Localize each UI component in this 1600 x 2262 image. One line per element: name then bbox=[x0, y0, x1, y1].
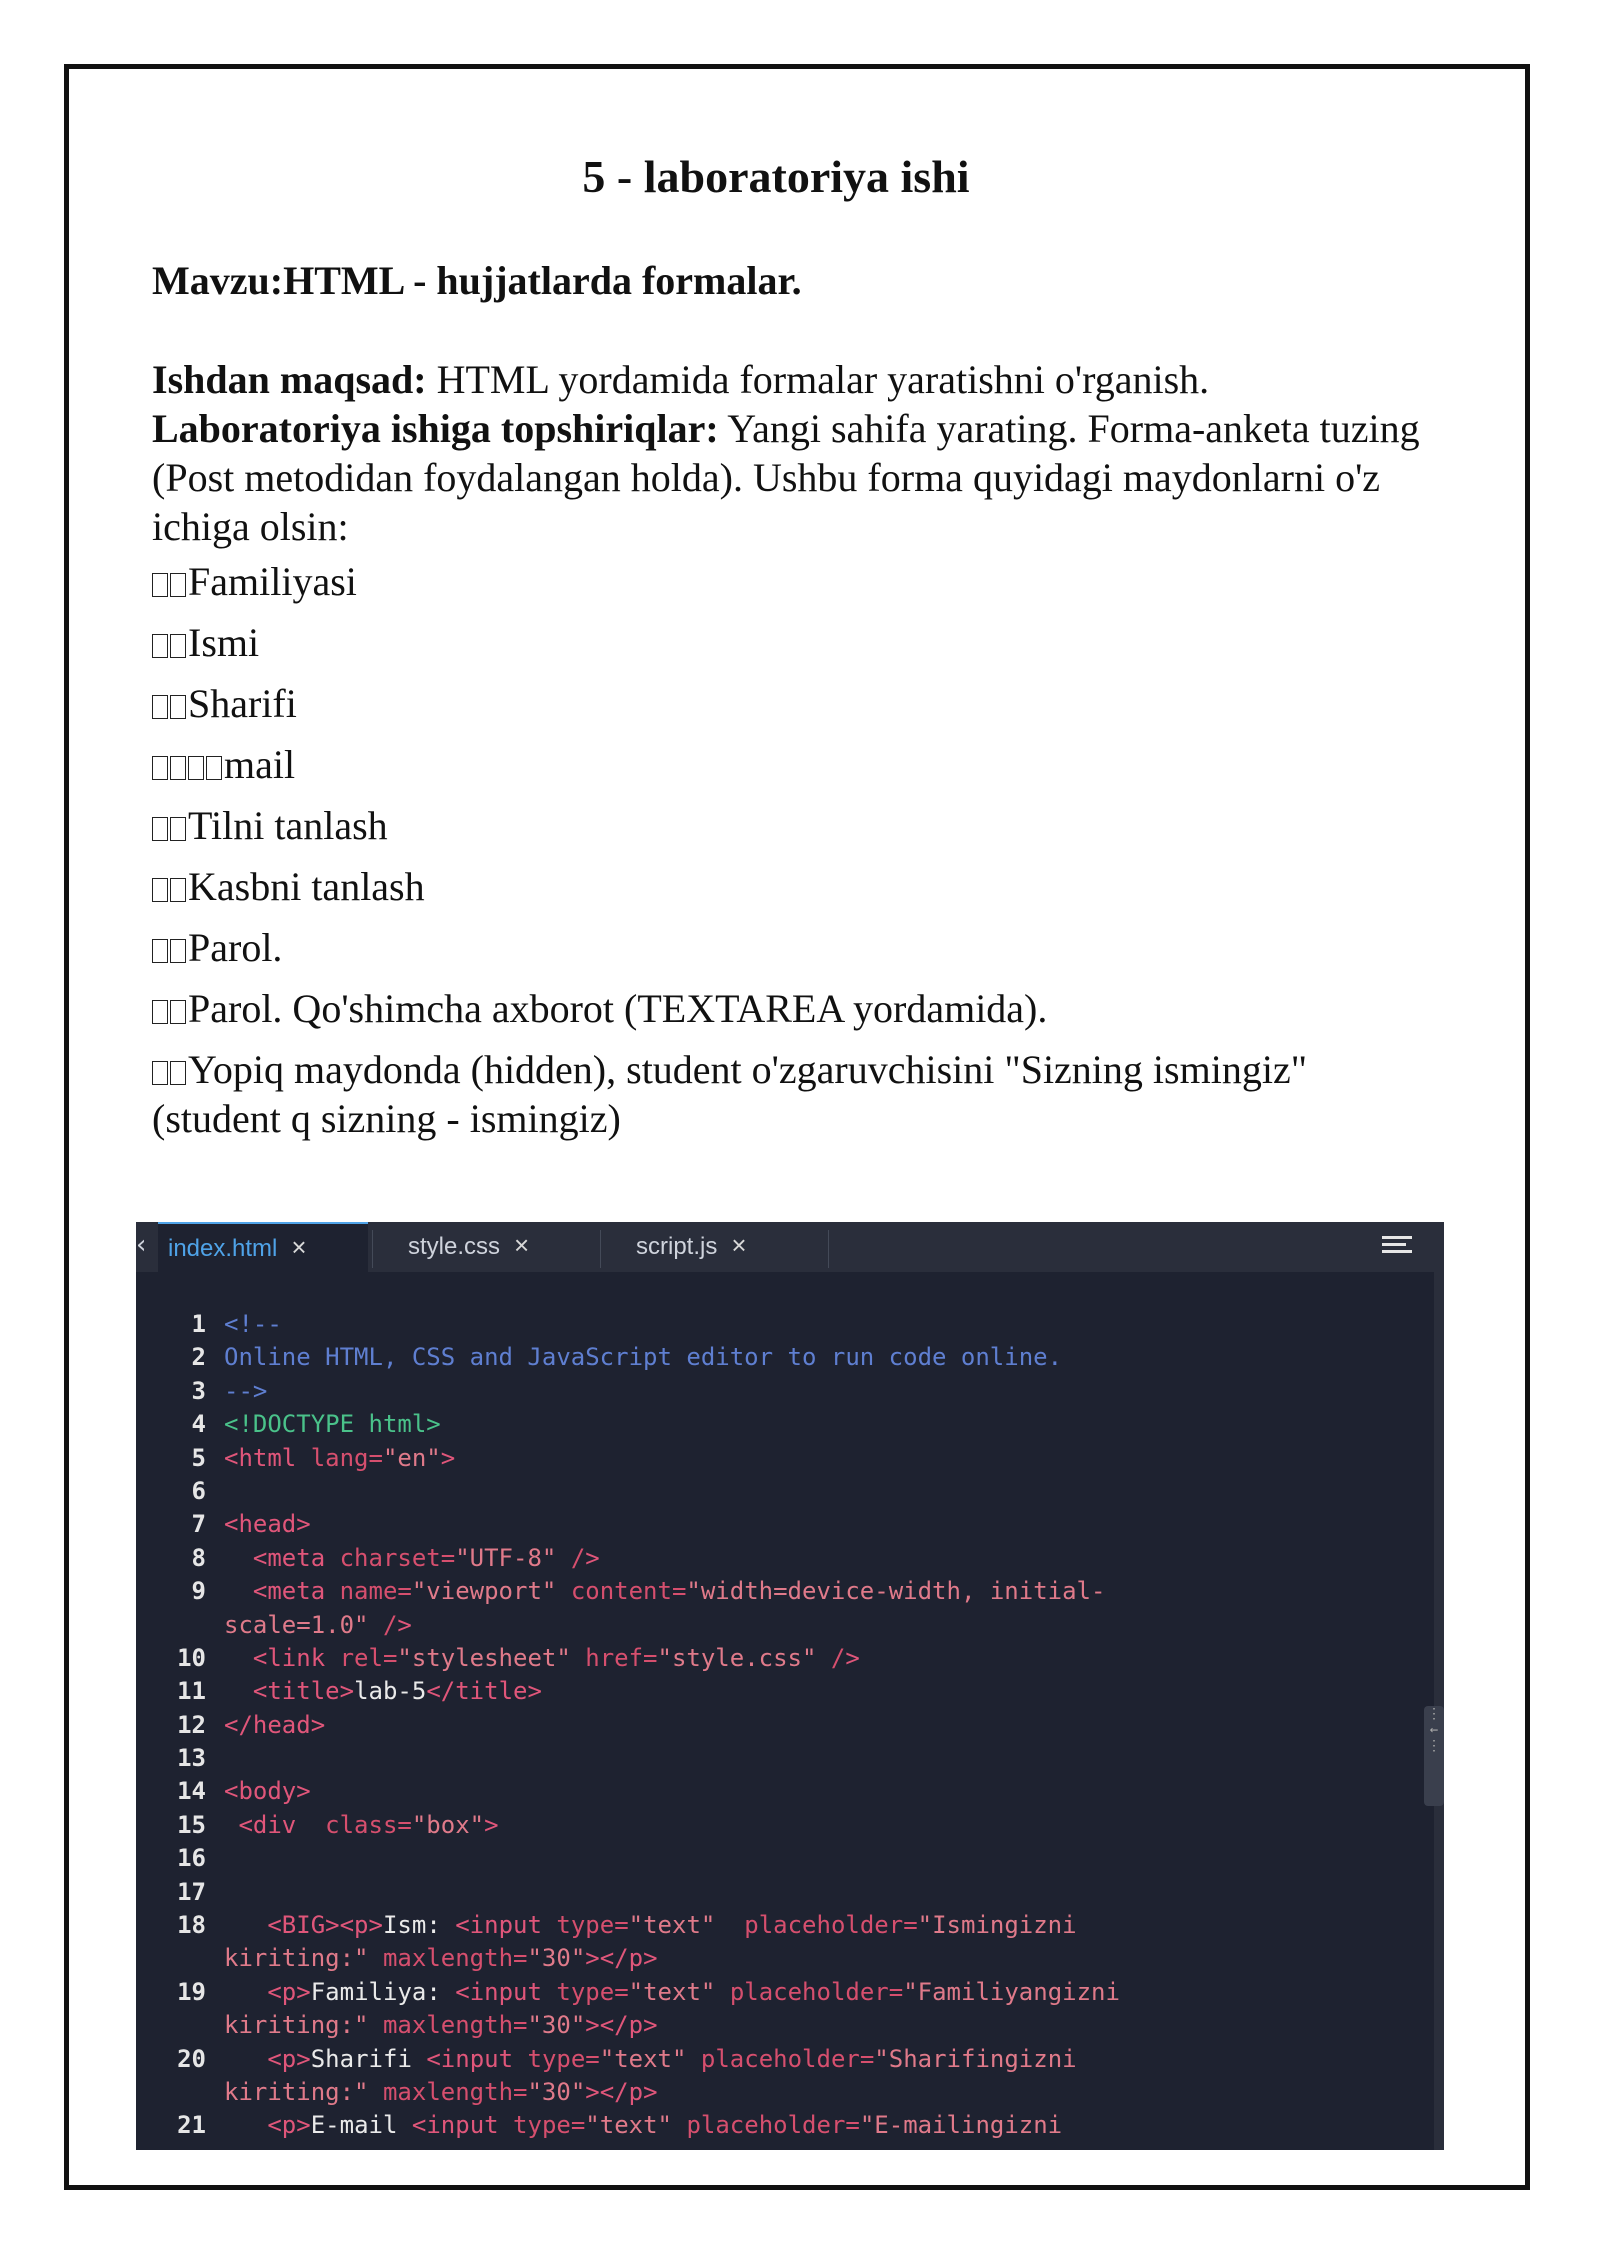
missing-glyph-icon bbox=[152, 939, 168, 963]
line-number: 3 bbox=[191, 1376, 206, 1405]
line-number: 7 bbox=[191, 1510, 206, 1539]
goal-paragraph bbox=[152, 355, 1442, 404]
tab-divider bbox=[828, 1230, 829, 1268]
code-line bbox=[136, 1475, 1426, 1508]
tab-index-html[interactable] bbox=[158, 1222, 368, 1272]
line-number: 20 bbox=[177, 2044, 206, 2073]
list-item bbox=[152, 917, 1442, 978]
code-line bbox=[136, 1508, 1426, 1541]
goal-text: HTML yordamida formalar yaratishni o'rganish. bbox=[426, 357, 1210, 402]
code-line bbox=[136, 1742, 1426, 1775]
line-number: 21 bbox=[177, 2111, 206, 2140]
list-item bbox=[152, 856, 1442, 917]
list-item-text: Yopiq maydonda (hidden), student o'zgaruvchisini "Sizning ismingiz" (student q sizning - ismingiz) bbox=[152, 1047, 1308, 1141]
code-text: --> bbox=[224, 1376, 268, 1405]
missing-glyph-icon bbox=[170, 878, 186, 902]
list-item-text: Kasbni tanlash bbox=[188, 864, 425, 909]
missing-glyph-icon bbox=[152, 878, 168, 902]
missing-glyph-icon bbox=[170, 939, 186, 963]
tab-divider bbox=[600, 1230, 601, 1268]
missing-glyph-icon bbox=[170, 634, 186, 658]
line-number: 6 bbox=[191, 1476, 206, 1505]
scroll-handle[interactable]: ⋮ ← ⋮ bbox=[1424, 1706, 1444, 1806]
code-line bbox=[136, 1642, 1426, 1675]
tab-divider bbox=[372, 1230, 373, 1268]
missing-glyph-icon bbox=[170, 573, 186, 597]
code-line bbox=[136, 1308, 1426, 1341]
code-line bbox=[136, 1775, 1426, 1808]
code-text: <!-- bbox=[224, 1310, 282, 1338]
list-item-text: mail bbox=[224, 742, 296, 787]
field-list bbox=[152, 551, 1442, 1143]
line-number: 12 bbox=[177, 1710, 206, 1739]
line-number: 10 bbox=[177, 1643, 206, 1672]
code-line bbox=[136, 1942, 1426, 1975]
code-line bbox=[136, 1442, 1426, 1475]
line-number: 15 bbox=[177, 1810, 206, 1839]
code-line bbox=[136, 1542, 1426, 1575]
tab-label: index.html bbox=[168, 1235, 278, 1262]
code-text: <title>lab-5</title> bbox=[252, 1677, 542, 1706]
line-number: 16 bbox=[177, 1844, 206, 1873]
code-line bbox=[136, 1709, 1426, 1742]
code-text: <BIG><p>Ism: <input type="text" placeholder="Ismingizni bbox=[267, 1911, 1077, 1940]
code-text: <p>E-mail <input type="text" placeholder="E-mailingizni bbox=[267, 2111, 1063, 2140]
topic-heading: Mavzu:HTML - hujjatlarda formalar. bbox=[152, 258, 802, 303]
code-text: <head> bbox=[224, 1510, 311, 1539]
code-line bbox=[136, 1976, 1426, 2009]
code-text: <div class="box"> bbox=[238, 1810, 499, 1839]
list-item bbox=[152, 734, 1442, 795]
missing-glyph-icon bbox=[170, 1061, 186, 1085]
list-item-text: Parol. bbox=[188, 925, 283, 970]
code-text: </head> bbox=[224, 1710, 326, 1739]
code-editor-screenshot bbox=[136, 1222, 1444, 2150]
list-item-text: Tilni tanlash bbox=[188, 803, 388, 848]
close-icon[interactable]: × bbox=[731, 1230, 747, 1260]
line-number: 4 bbox=[191, 1410, 206, 1439]
line-number: 17 bbox=[177, 1877, 206, 1906]
line-number: 5 bbox=[191, 1443, 206, 1472]
missing-glyph-icon bbox=[170, 1000, 186, 1024]
code-text: <p>Familiya: <input type="text" placeholder="Familiyangizni bbox=[267, 1977, 1120, 2006]
line-number: 18 bbox=[177, 1911, 206, 1940]
chevron-left-icon[interactable]: ‹ bbox=[136, 1230, 147, 1260]
missing-glyph-icon bbox=[170, 756, 186, 780]
code-line bbox=[136, 1876, 1426, 1909]
code-line bbox=[136, 2109, 1426, 2142]
task-paragraph bbox=[152, 404, 1442, 551]
code-text: <p>Sharifi <input type="text" placeholder="Sharifingizni bbox=[267, 2044, 1077, 2073]
missing-glyph-icon bbox=[152, 817, 168, 841]
list-item-text: Sharifi bbox=[188, 681, 297, 726]
line-number: 9 bbox=[191, 1577, 206, 1606]
task-text: Yangi sahifa yarating. Forma-anketa tuzing (Post metodidan foydalangan holda). Ushbu forma quyidagi maydonlarni o'z ichiga olsin: bbox=[152, 406, 1420, 549]
list-item bbox=[152, 978, 1442, 1039]
code-text: kiriting:" maxlength="30"></p> bbox=[224, 1944, 658, 1973]
tab-script-js[interactable] bbox=[626, 1222, 826, 1272]
code-line bbox=[136, 2043, 1426, 2076]
list-item-text: Familiyasi bbox=[188, 559, 357, 604]
tab-style-css[interactable] bbox=[398, 1222, 598, 1272]
task-label: Laboratoriya ishiga topshiriqlar: bbox=[152, 406, 719, 451]
missing-glyph-icon bbox=[152, 1061, 168, 1085]
code-line bbox=[136, 1909, 1426, 1942]
missing-glyph-icon bbox=[152, 756, 168, 780]
code-line bbox=[136, 2076, 1426, 2109]
code-text: <link rel="stylesheet" href="style.css" /> bbox=[252, 1643, 860, 1672]
list-item-text: Ismi bbox=[188, 620, 260, 665]
code-line bbox=[136, 1408, 1426, 1441]
close-icon[interactable]: × bbox=[514, 1230, 530, 1260]
missing-glyph-icon bbox=[188, 756, 204, 780]
list-item bbox=[152, 795, 1442, 856]
code-line bbox=[136, 2009, 1426, 2042]
editor-tab-bar bbox=[136, 1222, 1444, 1272]
code-text: <meta charset="UTF-8" /> bbox=[252, 1543, 600, 1572]
missing-glyph-icon bbox=[152, 634, 168, 658]
list-item bbox=[152, 551, 1442, 612]
missing-glyph-icon bbox=[206, 756, 222, 780]
line-number: 8 bbox=[191, 1543, 206, 1572]
code-text: scale=1.0" /> bbox=[224, 1610, 412, 1639]
line-number: 19 bbox=[177, 1977, 206, 2006]
close-icon[interactable]: × bbox=[291, 1232, 307, 1262]
tab-label: style.css bbox=[408, 1233, 501, 1260]
code-text: <meta name="viewport" content="width=device-width, initial- bbox=[252, 1577, 1106, 1606]
code-text: Online HTML, CSS and JavaScript editor to run code online. bbox=[224, 1343, 1063, 1372]
code-line bbox=[136, 1375, 1426, 1408]
list-item bbox=[152, 673, 1442, 734]
line-number: 2 bbox=[191, 1343, 206, 1372]
code-text: <!DOCTYPE html> bbox=[224, 1410, 441, 1439]
line-number: 14 bbox=[177, 1777, 206, 1806]
page-title: 5 - laboratoriya ishi bbox=[582, 151, 970, 202]
missing-glyph-icon bbox=[152, 1000, 168, 1024]
code-line bbox=[136, 1609, 1426, 1642]
code-text: <body> bbox=[224, 1777, 311, 1806]
code-line bbox=[136, 1341, 1426, 1374]
missing-glyph-icon bbox=[170, 695, 186, 719]
code-text: <html lang="en"> bbox=[224, 1443, 456, 1472]
goal-label: Ishdan maqsad: bbox=[152, 357, 427, 402]
code-line bbox=[136, 1842, 1426, 1875]
line-number: 13 bbox=[177, 1744, 206, 1773]
tab-label: script.js bbox=[636, 1233, 718, 1260]
document-body bbox=[152, 256, 1442, 1143]
code-line bbox=[136, 1575, 1426, 1608]
missing-glyph-icon bbox=[170, 817, 186, 841]
code-area[interactable] bbox=[136, 1308, 1426, 2143]
code-text: kiriting:" maxlength="30"></p> bbox=[224, 2077, 658, 2106]
code-text: kiriting:" maxlength="30"></p> bbox=[224, 2011, 658, 2040]
list-item bbox=[152, 1045, 1442, 1143]
menu-icon[interactable] bbox=[1382, 1236, 1412, 1257]
list-item-text: Parol. Qo'shimcha axborot (TEXTAREA yordamida). bbox=[188, 986, 1048, 1031]
code-line bbox=[136, 1675, 1426, 1708]
line-number: 1 bbox=[191, 1310, 206, 1338]
missing-glyph-icon bbox=[152, 573, 168, 597]
line-number: 11 bbox=[177, 1677, 206, 1706]
missing-glyph-icon bbox=[152, 695, 168, 719]
list-item bbox=[152, 612, 1442, 673]
code-line bbox=[136, 1809, 1426, 1842]
